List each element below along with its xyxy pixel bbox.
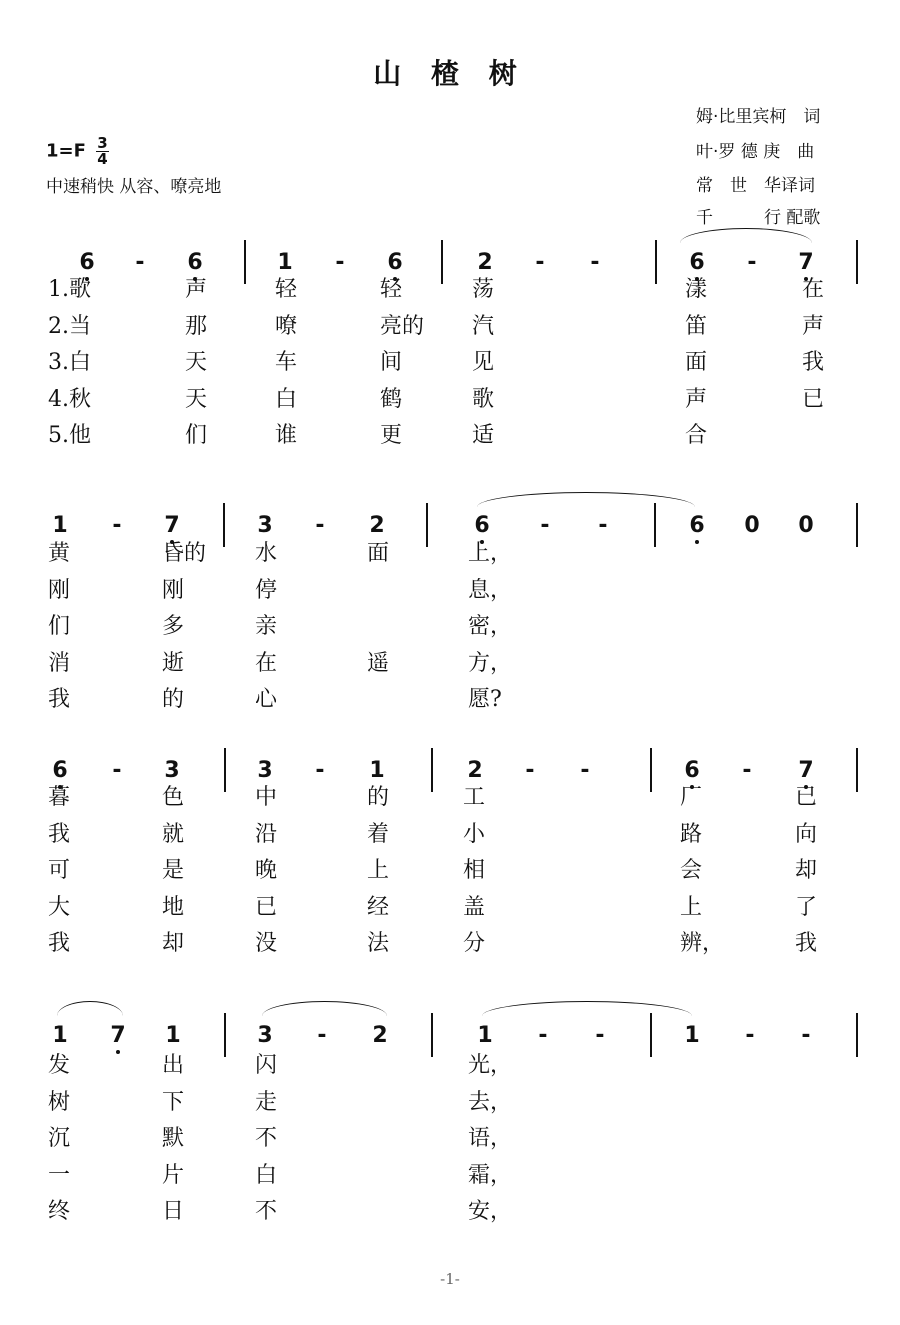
- lyric-syllable: 厂: [680, 785, 703, 810]
- lyric-syllable: 轻: [380, 277, 403, 302]
- lyric-syllable: 停: [255, 577, 278, 603]
- lyric-syllable: 不: [255, 1126, 278, 1151]
- lyric-syllable: 密，: [468, 614, 513, 639]
- note: 3: [257, 513, 273, 538]
- lyric-syllable: 愿?: [468, 687, 502, 712]
- lyric-syllable: 漾: [685, 277, 708, 302]
- lyric-syllable: 心: [255, 687, 278, 712]
- note-low-octave: [467, 513, 497, 539]
- lyric-syllable: 上: [367, 858, 390, 883]
- lyric-syllable: 没: [255, 931, 278, 956]
- note: -: [590, 250, 600, 275]
- bar-line: [856, 240, 858, 284]
- lyric-syllable: 遥: [367, 650, 390, 676]
- lyric-syllable: 适: [472, 423, 495, 448]
- bar-line: [244, 240, 246, 284]
- note-low-octave: [45, 758, 75, 784]
- lyric-syllable: 经: [367, 894, 390, 920]
- note-low-octave: [103, 1023, 133, 1049]
- bar-line: [223, 503, 225, 547]
- lyric-syllable: 相: [463, 858, 486, 883]
- lyric-syllable: 更: [380, 423, 403, 448]
- lyric-syllable: 的: [162, 687, 185, 712]
- lyric-syllable: 3.白: [48, 350, 91, 375]
- lyric-syllable: 一: [48, 1162, 71, 1188]
- bar-line: [426, 503, 428, 547]
- slur-tie: [477, 492, 695, 507]
- lyric-syllable: 盖: [463, 894, 486, 920]
- lyric-syllable: 霜，: [468, 1162, 513, 1188]
- note: -: [335, 250, 345, 275]
- lyric-syllable: 鹤: [380, 386, 403, 412]
- lyric-syllable: 却: [162, 931, 185, 956]
- lyric-syllable: 亮的: [380, 313, 425, 339]
- lyric-syllable: 天: [185, 350, 208, 375]
- lyric-syllable: 水: [255, 541, 278, 566]
- note: 1: [277, 250, 293, 275]
- lyric-syllable: 已: [255, 894, 278, 920]
- lyric-syllable: 间: [380, 350, 403, 375]
- lyric-syllable: 语，: [468, 1126, 513, 1151]
- note-low-octave: [72, 250, 102, 276]
- lyric-syllable: 已: [795, 785, 818, 810]
- lyric-syllable: 色: [162, 785, 185, 810]
- lyric-syllable: 们: [185, 423, 208, 448]
- credit-arranger: 千 行 配歌: [696, 208, 821, 228]
- lyric-syllable: 声: [685, 386, 708, 412]
- lyric-syllable: 就: [162, 821, 185, 847]
- lyric-syllable: 4.秋: [48, 386, 91, 412]
- lyric-syllable: 面: [685, 350, 708, 375]
- bar-line: [856, 1013, 858, 1057]
- note: -: [745, 1023, 755, 1048]
- lyric-syllable: 上，: [468, 541, 513, 566]
- note: 1: [369, 758, 385, 783]
- lyric-syllable: 沿: [255, 821, 278, 847]
- note-digit: 6: [387, 250, 403, 275]
- lyric-syllable: 沉: [48, 1126, 71, 1151]
- lyric-syllable: 却: [795, 858, 818, 883]
- lyric-syllable: 分: [463, 931, 486, 956]
- lyric-syllable: 我: [48, 821, 71, 847]
- lyric-syllable: 方，: [468, 650, 513, 676]
- lyric-syllable: 5.他: [48, 423, 91, 448]
- lyric-syllable: 刚: [48, 577, 71, 603]
- lyric-syllable: 终: [48, 1199, 71, 1224]
- lyric-syllable: 们: [48, 614, 71, 639]
- bar-line: [650, 1013, 652, 1057]
- note: -: [801, 1023, 811, 1048]
- note: -: [540, 513, 550, 538]
- lyric-syllable: 笛: [685, 313, 708, 339]
- key-signature: [46, 136, 109, 167]
- lyric-syllable: 白: [255, 1162, 278, 1188]
- slur-tie: [262, 1001, 387, 1016]
- lyric-syllable: 亲: [255, 614, 278, 639]
- bar-line: [654, 503, 656, 547]
- lyric-syllable: 荡: [472, 277, 495, 302]
- lyric-syllable: 光，: [468, 1053, 513, 1078]
- bar-line: [856, 503, 858, 547]
- lyric-syllable: 地: [162, 894, 185, 920]
- note: -: [317, 1023, 327, 1048]
- lyric-syllable: 暮: [48, 785, 71, 810]
- lyric-syllable: 晚: [255, 858, 278, 883]
- time-signature: [96, 136, 108, 167]
- note-digit: 6: [79, 250, 95, 275]
- note-digit: 7: [798, 758, 814, 783]
- note: 3: [257, 1023, 273, 1048]
- note-digit: 6: [689, 513, 705, 538]
- note: 1: [477, 1023, 493, 1048]
- note: -: [112, 758, 122, 783]
- note-low-octave: [380, 250, 410, 276]
- lyric-syllable: 了: [795, 894, 818, 920]
- lyric-syllable: 我: [48, 931, 71, 956]
- note: 0: [744, 513, 760, 538]
- lyric-syllable: 谁: [275, 423, 298, 448]
- note: 2: [477, 250, 493, 275]
- bar-line: [650, 748, 652, 792]
- note: -: [525, 758, 535, 783]
- lyric-syllable: 大: [48, 894, 71, 920]
- lyric-syllable: 我: [795, 931, 818, 956]
- lyric-syllable: 日: [162, 1199, 185, 1224]
- lyric-syllable: 着: [367, 821, 390, 847]
- note: 1: [52, 1023, 68, 1048]
- note: -: [742, 758, 752, 783]
- lyric-syllable: 在: [802, 277, 825, 302]
- low-octave-dot: [695, 540, 699, 544]
- bar-line: [856, 748, 858, 792]
- lyric-syllable: 去，: [468, 1089, 513, 1115]
- lyric-syllable: 黄: [48, 541, 71, 566]
- note-digit: 7: [164, 513, 180, 538]
- lyric-syllable: 合: [685, 423, 708, 448]
- lyric-syllable: 逝: [162, 650, 185, 676]
- lyric-syllable: 天: [185, 386, 208, 412]
- lyric-syllable: 会: [680, 858, 703, 883]
- note: 2: [372, 1023, 388, 1048]
- note: -: [535, 250, 545, 275]
- lyric-syllable: 我: [48, 687, 71, 712]
- note-digit: 6: [689, 250, 705, 275]
- key-label: 1=F: [46, 140, 86, 162]
- note: 1: [165, 1023, 181, 1048]
- lyric-syllable: 息，: [468, 577, 513, 603]
- lyric-syllable: 刚: [162, 577, 185, 603]
- lyric-syllable: 昏的: [162, 541, 207, 566]
- lyric-syllable: 树: [48, 1089, 71, 1115]
- tempo-marking: 中速稍快 从容、嘹亮地: [46, 177, 222, 197]
- page-title: 山 楂 树: [373, 57, 527, 90]
- lyric-syllable: 上: [680, 894, 703, 920]
- note: -: [598, 513, 608, 538]
- note: 2: [369, 513, 385, 538]
- bar-line: [224, 1013, 226, 1057]
- note: -: [315, 513, 325, 538]
- lyric-syllable: 见: [472, 350, 495, 375]
- note: 0: [798, 513, 814, 538]
- lyric-syllable: 汽: [472, 313, 495, 339]
- bar-line: [655, 240, 657, 284]
- lyric-syllable: 路: [680, 821, 703, 847]
- note: -: [538, 1023, 548, 1048]
- note: 2: [467, 758, 483, 783]
- note: -: [112, 513, 122, 538]
- lyric-syllable: 歌: [472, 386, 495, 412]
- low-octave-dot: [116, 1050, 120, 1054]
- lyric-syllable: 可: [48, 858, 71, 883]
- lyric-syllable: 小: [463, 821, 486, 847]
- lyric-syllable: 面: [367, 541, 390, 566]
- note: 1: [684, 1023, 700, 1048]
- note-low-octave: [682, 250, 712, 276]
- note: 3: [257, 758, 273, 783]
- lyric-syllable: 已: [802, 386, 825, 412]
- lyric-syllable: 那: [185, 313, 208, 339]
- lyric-syllable: 出: [162, 1053, 185, 1078]
- lyric-syllable: 辨，: [680, 931, 725, 956]
- note-digit: 7: [110, 1023, 126, 1048]
- bar-line: [224, 748, 226, 792]
- lyric-syllable: 法: [367, 931, 390, 956]
- lyric-syllable: 1.歌: [48, 277, 91, 302]
- note-digit: 6: [187, 250, 203, 275]
- lyric-syllable: 声: [802, 313, 825, 339]
- note: -: [315, 758, 325, 783]
- note-low-octave: [791, 758, 821, 784]
- note-digit: 6: [684, 758, 700, 783]
- bar-line: [431, 748, 433, 792]
- lyric-syllable: 消: [48, 650, 71, 676]
- lyric-syllable: 默: [162, 1126, 185, 1151]
- credit-lyricist: 姆·比里宾柯 词: [696, 107, 821, 127]
- note: 1: [52, 513, 68, 538]
- note: -: [135, 250, 145, 275]
- lyric-syllable: 向: [795, 821, 818, 847]
- note-low-octave: [157, 513, 187, 539]
- credit-composer: 叶·罗 德 庚 曲: [696, 142, 815, 162]
- lyric-syllable: 多: [162, 614, 185, 639]
- note: 3: [164, 758, 180, 783]
- lyric-syllable: 中: [255, 785, 278, 810]
- lyric-syllable: 发: [48, 1053, 71, 1078]
- slur-tie: [57, 1001, 123, 1016]
- lyric-syllable: 闪: [255, 1053, 278, 1078]
- note-low-octave: [682, 513, 712, 539]
- note: -: [747, 250, 757, 275]
- note-low-octave: [791, 250, 821, 276]
- page-number: -1-: [440, 1270, 460, 1288]
- lyric-syllable: 声: [185, 277, 208, 302]
- note-digit: 6: [474, 513, 490, 538]
- lyric-syllable: 轻: [275, 277, 298, 302]
- lyric-syllable: 安，: [468, 1199, 513, 1224]
- note-digit: 6: [52, 758, 68, 783]
- lyric-syllable: 片: [162, 1162, 185, 1188]
- lyric-syllable: 走: [255, 1089, 278, 1115]
- lyric-syllable: 我: [802, 350, 825, 375]
- time-signature-bottom: 4: [97, 150, 108, 168]
- lyric-syllable: 白: [275, 386, 298, 412]
- time-signature-top: 3: [97, 134, 108, 152]
- note-digit: 7: [798, 250, 814, 275]
- bar-line: [441, 240, 443, 284]
- credit-translator: 常 世 华译词: [696, 176, 815, 196]
- lyric-syllable: 2.当: [48, 313, 91, 339]
- slur-tie: [482, 1001, 692, 1016]
- lyric-syllable: 下: [162, 1089, 185, 1115]
- lyric-syllable: 嘹: [275, 313, 298, 339]
- note: -: [595, 1023, 605, 1048]
- lyric-syllable: 的: [367, 785, 390, 810]
- lyric-syllable: 在: [255, 650, 278, 676]
- note: -: [580, 758, 590, 783]
- note-low-octave: [677, 758, 707, 784]
- lyric-syllable: 是: [162, 858, 185, 883]
- lyric-syllable: 不: [255, 1199, 278, 1224]
- note-low-octave: [180, 250, 210, 276]
- lyric-syllable: 车: [275, 350, 298, 375]
- bar-line: [431, 1013, 433, 1057]
- lyric-syllable: 工: [463, 785, 486, 810]
- slur-tie: [680, 228, 812, 243]
